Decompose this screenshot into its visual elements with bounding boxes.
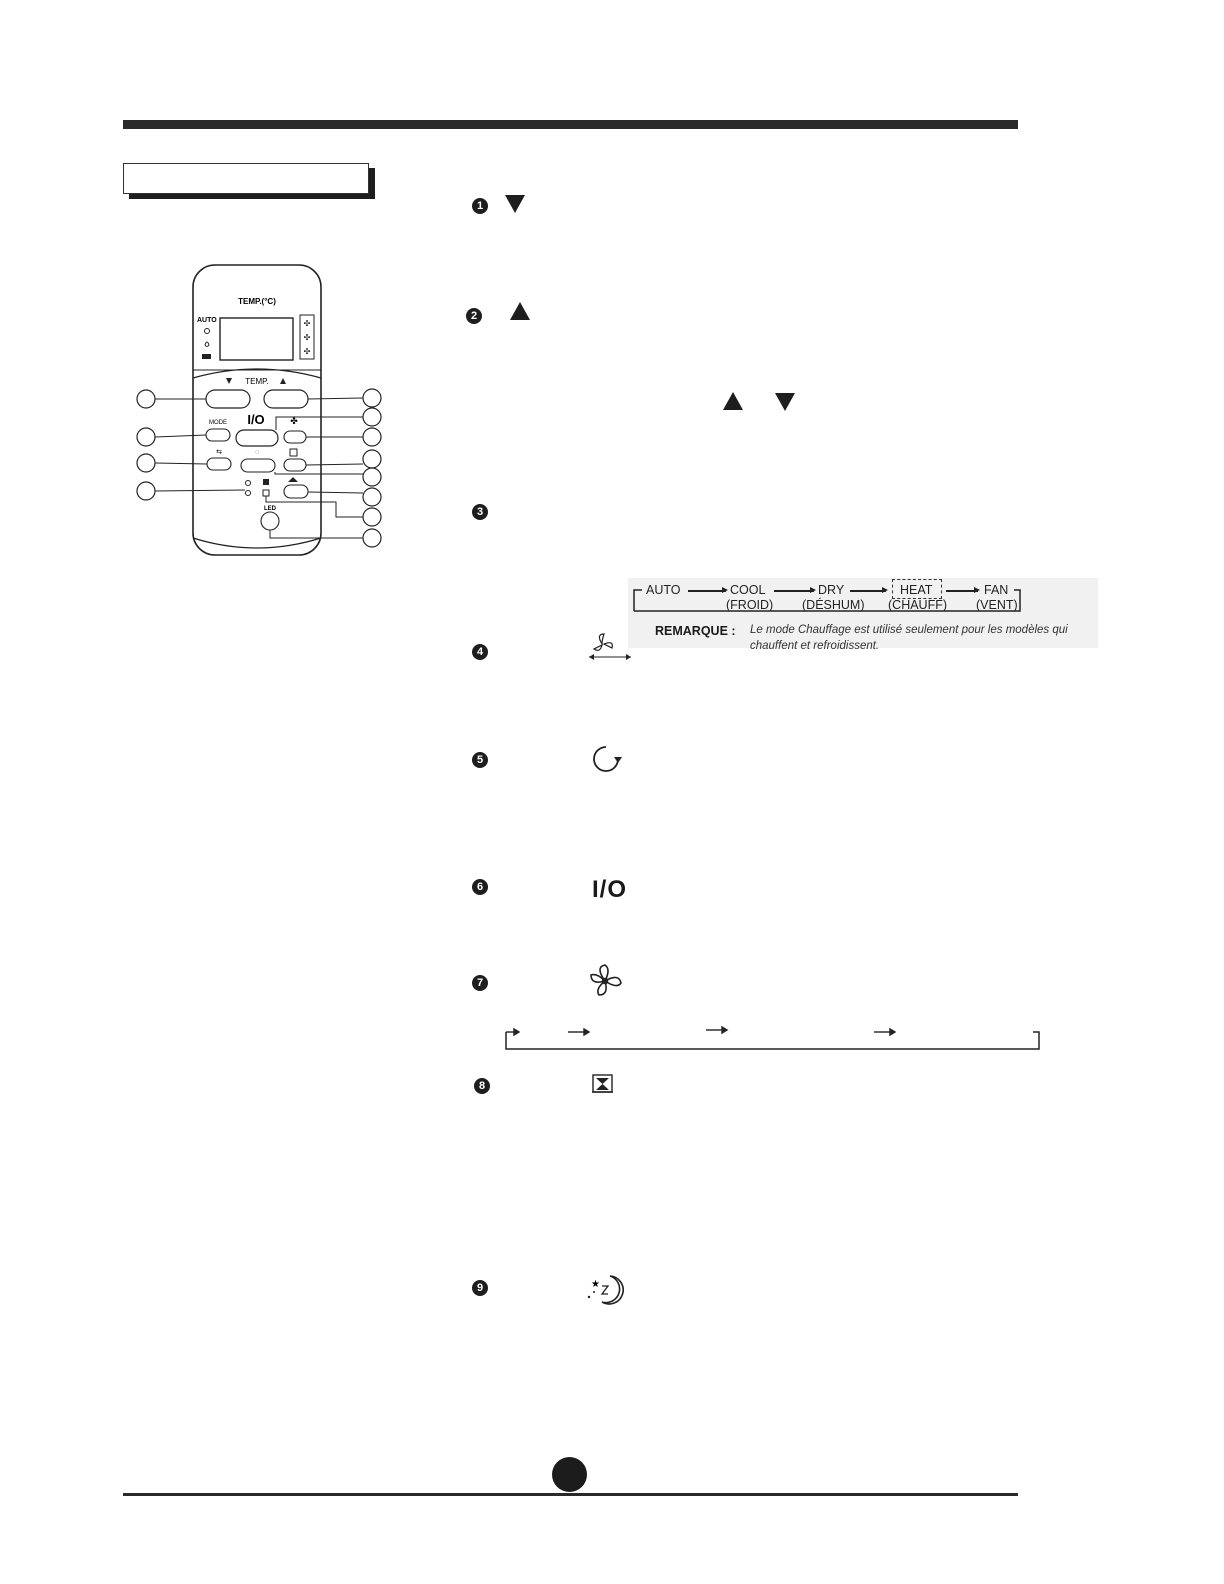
remote-lcd-screen — [220, 318, 293, 360]
remote-timer-icon: ◌ — [254, 449, 260, 456]
note-label: REMARQUE : — [655, 624, 736, 638]
remote-temp-up-button — [264, 390, 308, 408]
remote-power-label: I/O — [247, 412, 265, 427]
remote-temp-down-button — [206, 390, 250, 408]
inline-down-triangle-icon — [775, 393, 795, 411]
item-number-5: 5 — [472, 752, 488, 768]
remote-fan-icon: ✤ — [290, 416, 298, 426]
remote-power-button — [236, 430, 278, 446]
remote-mode-label: MODE — [209, 420, 227, 426]
mode-auto-label: AUTO — [646, 583, 681, 597]
remote-body — [193, 265, 321, 555]
item-number-6: 6 — [472, 879, 488, 895]
mode-dry-label: DRY — [818, 583, 845, 597]
remote-temp-label: TEMP. — [245, 377, 269, 386]
item-number-3: 3 — [472, 504, 488, 520]
svg-text:✣: ✣ — [303, 347, 311, 356]
item-number-1: 1 — [472, 198, 488, 214]
temp-up-triangle-icon — [510, 302, 530, 320]
flow-arrow-icon — [774, 590, 814, 592]
remote-sleep-button — [284, 485, 308, 498]
mode-heat-label: HEAT — [900, 583, 933, 597]
item-number-7: 7 — [472, 975, 488, 991]
filter-icon — [590, 1072, 616, 1096]
sleep-icon — [582, 1272, 624, 1306]
mode-fan-label: FAN — [984, 583, 1009, 597]
flow-arrow-icon — [850, 590, 886, 592]
item-number-8: 8 — [474, 1078, 490, 1094]
remote-led-button — [261, 512, 279, 530]
item-number-2: 2 — [466, 308, 482, 324]
top-rule — [123, 120, 1018, 129]
mode-dry-sub: (DÉSHUM) — [802, 598, 865, 612]
mode-fan-sub: (VENT) — [976, 598, 1018, 612]
bottom-rule — [123, 1493, 1018, 1496]
timer-icon — [590, 743, 626, 777]
page-number-dot — [552, 1457, 587, 1492]
remote-led-label: LED — [264, 506, 276, 512]
item-number-9: 9 — [472, 1280, 488, 1296]
remote-control-illustration — [130, 260, 390, 560]
svg-text:★: ★ — [591, 1279, 600, 1290]
swing-icon — [585, 630, 635, 662]
item-number-4: 4 — [472, 644, 488, 660]
heat-mode-icon — [202, 354, 211, 359]
svg-text:✣: ✣ — [303, 333, 311, 342]
mode-cool-label: COOL — [730, 583, 766, 597]
note-text: Le mode Chauffage est utilisé seulement pour les modèles qui chauffent et refroidissent. — [750, 624, 1068, 652]
remote-swing-button — [207, 458, 231, 470]
remote-timer-button — [241, 459, 275, 472]
fan-speed-sequence-bracket — [500, 1024, 1045, 1054]
remote-fan-button — [284, 431, 306, 443]
remote-swing-icon: ⇆ — [216, 449, 222, 456]
flow-arrow-icon — [688, 590, 726, 592]
fan-icon — [585, 962, 625, 1000]
mode-heat-sub: (CHAUFF) — [888, 598, 948, 612]
power-icon: I/O — [592, 876, 628, 903]
remote-mode-button — [206, 429, 230, 441]
section-title-box — [123, 163, 369, 194]
remote-lock-icon — [263, 479, 269, 485]
remote-filter-button — [284, 459, 306, 471]
inline-up-triangle-icon — [723, 392, 743, 410]
remote-auto-label: AUTO — [197, 317, 217, 324]
temp-down-triangle-icon — [505, 195, 525, 213]
flow-arrow-icon — [946, 590, 978, 592]
mode-cool-sub: (FROID) — [726, 598, 774, 612]
remote-temp-unit-label: TEMP.(°C) — [238, 297, 276, 306]
svg-text:✣: ✣ — [303, 319, 311, 328]
